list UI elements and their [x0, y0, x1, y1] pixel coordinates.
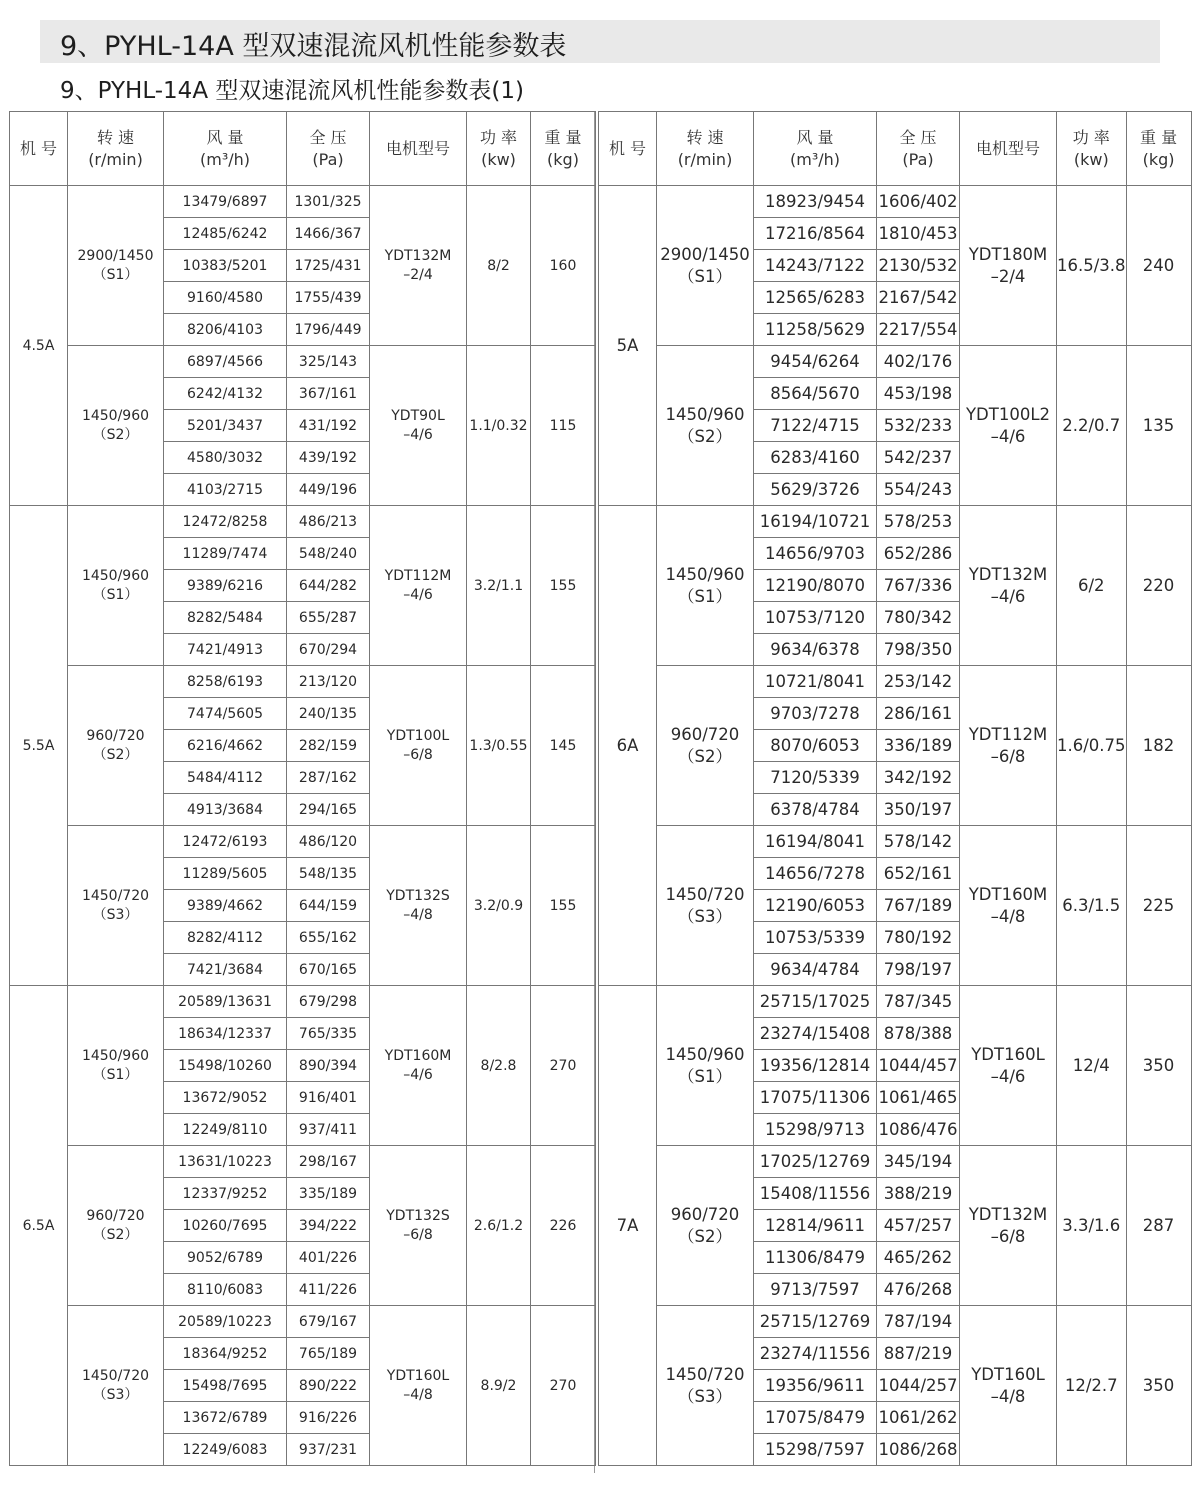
motor-cell: YDT160L –4/6 — [960, 986, 1057, 1146]
pressure-cell: 367/161 — [287, 378, 370, 410]
airflow-cell: 15498/10260 — [164, 1050, 287, 1082]
pressure-cell: 532/233 — [877, 410, 960, 442]
airflow-cell: 9389/6216 — [164, 570, 287, 602]
airflow-cell: 11258/5629 — [754, 314, 877, 346]
airflow-cell: 20589/10223 — [164, 1306, 287, 1338]
airflow-cell: 8282/5484 — [164, 602, 287, 634]
power-cell: 6/2 — [1057, 506, 1127, 666]
pressure-cell: 578/142 — [877, 826, 960, 858]
airflow-cell: 11306/8479 — [754, 1242, 877, 1274]
airflow-cell: 9634/4784 — [754, 954, 877, 986]
airflow-cell: 12814/9611 — [754, 1210, 877, 1242]
pressure-cell: 282/159 — [287, 730, 370, 762]
airflow-cell: 10260/7695 — [164, 1210, 287, 1242]
power-cell: 16.5/3.8 — [1057, 186, 1127, 346]
pressure-cell: 644/159 — [287, 890, 370, 922]
pressure-cell: 798/197 — [877, 954, 960, 986]
pressure-cell: 1606/402 — [877, 186, 960, 218]
airflow-cell: 4580/3032 — [164, 442, 287, 474]
pressure-cell: 767/336 — [877, 570, 960, 602]
power-cell: 1.6/0.75 — [1057, 666, 1127, 826]
motor-cell: YDT132M –4/6 — [960, 506, 1057, 666]
motor-cell: YDT100L –6/8 — [370, 666, 467, 826]
pressure-cell: 1061/465 — [877, 1082, 960, 1114]
airflow-cell: 10753/7120 — [754, 602, 877, 634]
motor-cell: YDT132M –2/4 — [370, 186, 467, 346]
speed-cell: 2900/1450 （S1） — [657, 186, 754, 346]
speed-cell: 960/720 （S2） — [657, 1146, 754, 1306]
airflow-cell: 15298/9713 — [754, 1114, 877, 1146]
table-subtitle: 9、PYHL-14A 型双速混流风机性能参数表(1) — [60, 78, 524, 104]
airflow-cell: 7120/5339 — [754, 762, 877, 794]
pressure-cell: 679/167 — [287, 1306, 370, 1338]
weight-cell: 240 — [1126, 186, 1191, 346]
header-row — [10, 112, 596, 186]
table-row — [10, 1146, 596, 1178]
weight-cell: 226 — [531, 1146, 596, 1306]
header-motor: 电机型号 — [960, 112, 1057, 186]
airflow-cell: 8206/4103 — [164, 314, 287, 346]
airflow-cell: 13631/10223 — [164, 1146, 287, 1178]
airflow-cell: 9634/6378 — [754, 634, 877, 666]
pressure-cell: 937/231 — [287, 1434, 370, 1466]
pressure-cell: 890/394 — [287, 1050, 370, 1082]
airflow-cell: 17075/11306 — [754, 1082, 877, 1114]
pressure-cell: 476/268 — [877, 1274, 960, 1306]
motor-cell: YDT160L –4/8 — [960, 1306, 1057, 1466]
power-cell: 1.1/0.32 — [467, 346, 531, 506]
weight-cell: 182 — [1126, 666, 1191, 826]
pressure-cell: 342/192 — [877, 762, 960, 794]
airflow-cell: 12249/8110 — [164, 1114, 287, 1146]
airflow-cell: 13672/9052 — [164, 1082, 287, 1114]
header-model: 机 号 — [10, 112, 68, 186]
airflow-cell: 12472/6193 — [164, 826, 287, 858]
airflow-cell: 13672/6789 — [164, 1402, 287, 1434]
motor-cell: YDT100L2 –4/6 — [960, 346, 1057, 506]
model-cell: 6A — [599, 506, 657, 986]
airflow-cell: 8258/6193 — [164, 666, 287, 698]
airflow-cell: 7421/4913 — [164, 634, 287, 666]
table-row — [599, 506, 1192, 538]
pressure-cell: 652/161 — [877, 858, 960, 890]
pressure-cell: 1755/439 — [287, 282, 370, 314]
speed-cell: 2900/1450 （S1） — [68, 186, 164, 346]
airflow-cell: 5629/3726 — [754, 474, 877, 506]
pressure-cell: 449/196 — [287, 474, 370, 506]
table-row — [599, 666, 1192, 698]
pressure-cell: 644/282 — [287, 570, 370, 602]
pressure-cell: 1796/449 — [287, 314, 370, 346]
airflow-cell: 19356/9611 — [754, 1370, 877, 1402]
pressure-cell: 486/213 — [287, 506, 370, 538]
power-cell: 12/2.7 — [1057, 1306, 1127, 1466]
pressure-cell: 1086/476 — [877, 1114, 960, 1146]
pressure-cell: 431/192 — [287, 410, 370, 442]
pressure-cell: 465/262 — [877, 1242, 960, 1274]
airflow-cell: 18634/12337 — [164, 1018, 287, 1050]
header-speed: 转 速 (r/min) — [657, 112, 754, 186]
airflow-cell: 7122/4715 — [754, 410, 877, 442]
pressure-cell: 439/192 — [287, 442, 370, 474]
pressure-cell: 937/411 — [287, 1114, 370, 1146]
power-cell: 8/2.8 — [467, 986, 531, 1146]
table-row — [599, 1306, 1192, 1338]
pressure-cell: 798/350 — [877, 634, 960, 666]
table-row — [599, 186, 1192, 218]
airflow-cell: 25715/12769 — [754, 1306, 877, 1338]
pressure-cell: 335/189 — [287, 1178, 370, 1210]
pressure-cell: 578/253 — [877, 506, 960, 538]
airflow-cell: 9052/6789 — [164, 1242, 287, 1274]
power-cell: 8.9/2 — [467, 1306, 531, 1466]
pressure-cell: 554/243 — [877, 474, 960, 506]
model-cell: 6.5A — [10, 986, 68, 1466]
motor-cell: YDT160M –4/8 — [960, 826, 1057, 986]
airflow-cell: 14656/9703 — [754, 538, 877, 570]
pressure-cell: 1061/262 — [877, 1402, 960, 1434]
airflow-cell: 16194/8041 — [754, 826, 877, 858]
header-pressure: 全 压 (Pa) — [287, 112, 370, 186]
motor-cell: YDT160M –4/6 — [370, 986, 467, 1146]
pressure-cell: 679/298 — [287, 986, 370, 1018]
pressure-cell: 1466/367 — [287, 218, 370, 250]
speed-cell: 1450/960 （S1） — [68, 986, 164, 1146]
table-row — [10, 1306, 596, 1338]
airflow-cell: 6378/4784 — [754, 794, 877, 826]
pressure-cell: 402/176 — [877, 346, 960, 378]
airflow-cell: 12485/6242 — [164, 218, 287, 250]
power-cell: 3.3/1.6 — [1057, 1146, 1127, 1306]
airflow-cell: 14243/7122 — [754, 250, 877, 282]
table-row — [599, 986, 1192, 1018]
pressure-cell: 655/162 — [287, 922, 370, 954]
airflow-cell: 14656/7278 — [754, 858, 877, 890]
weight-cell: 220 — [1126, 506, 1191, 666]
motor-cell: YDT90L –4/6 — [370, 346, 467, 506]
airflow-cell: 18364/9252 — [164, 1338, 287, 1370]
pressure-cell: 765/189 — [287, 1338, 370, 1370]
table-row — [10, 826, 596, 858]
weight-cell: 270 — [531, 1306, 596, 1466]
power-cell: 1.3/0.55 — [467, 666, 531, 826]
pressure-cell: 780/342 — [877, 602, 960, 634]
pressure-cell: 1725/431 — [287, 250, 370, 282]
weight-cell: 155 — [531, 826, 596, 986]
airflow-cell: 12337/9252 — [164, 1178, 287, 1210]
table-row — [599, 346, 1192, 378]
pressure-cell: 655/287 — [287, 602, 370, 634]
weight-cell: 135 — [1126, 346, 1191, 506]
airflow-cell: 12190/8070 — [754, 570, 877, 602]
model-cell: 7A — [599, 986, 657, 1466]
pressure-cell: 1044/257 — [877, 1370, 960, 1402]
header-weight: 重 量 (kg) — [531, 112, 596, 186]
pressure-cell: 394/222 — [287, 1210, 370, 1242]
pressure-cell: 670/165 — [287, 954, 370, 986]
pressure-cell: 457/257 — [877, 1210, 960, 1242]
model-cell: 4.5A — [10, 186, 68, 506]
motor-cell: YDT132S –4/8 — [370, 826, 467, 986]
pressure-cell: 916/401 — [287, 1082, 370, 1114]
airflow-cell: 15498/7695 — [164, 1370, 287, 1402]
airflow-cell: 18923/9454 — [754, 186, 877, 218]
airflow-cell: 10383/5201 — [164, 250, 287, 282]
airflow-cell: 7421/3684 — [164, 954, 287, 986]
motor-cell: YDT132M –6/8 — [960, 1146, 1057, 1306]
pressure-cell: 325/143 — [287, 346, 370, 378]
title-bar — [40, 20, 1160, 63]
table-row — [599, 826, 1192, 858]
power-cell: 2.2/0.7 — [1057, 346, 1127, 506]
airflow-cell: 23274/15408 — [754, 1018, 877, 1050]
pressure-cell: 253/142 — [877, 666, 960, 698]
speed-cell: 960/720 （S2） — [68, 1146, 164, 1306]
performance-table-right — [598, 111, 1192, 1466]
airflow-cell: 10753/5339 — [754, 922, 877, 954]
pressure-cell: 401/226 — [287, 1242, 370, 1274]
pressure-cell: 453/198 — [877, 378, 960, 410]
airflow-cell: 12249/6083 — [164, 1434, 287, 1466]
header-power: 功 率 (kw) — [467, 112, 531, 186]
pressure-cell: 765/335 — [287, 1018, 370, 1050]
airflow-cell: 7474/5605 — [164, 698, 287, 730]
weight-cell: 350 — [1126, 1306, 1191, 1466]
airflow-cell: 5484/4112 — [164, 762, 287, 794]
performance-table-left — [9, 111, 596, 1466]
motor-cell: YDT112M –6/8 — [960, 666, 1057, 826]
speed-cell: 1450/960 （S1） — [68, 506, 164, 666]
pressure-cell: 787/345 — [877, 986, 960, 1018]
header-speed: 转 速 (r/min) — [68, 112, 164, 186]
airflow-cell: 6897/4566 — [164, 346, 287, 378]
pressure-cell: 1301/325 — [287, 186, 370, 218]
table-body-left — [10, 186, 596, 1466]
table-row — [10, 986, 596, 1018]
power-cell: 6.3/1.5 — [1057, 826, 1127, 986]
pressure-cell: 350/197 — [877, 794, 960, 826]
airflow-cell: 17025/12769 — [754, 1146, 877, 1178]
motor-cell: YDT112M –4/6 — [370, 506, 467, 666]
airflow-cell: 8070/6053 — [754, 730, 877, 762]
airflow-cell: 10721/8041 — [754, 666, 877, 698]
speed-cell: 1450/960 （S1） — [657, 506, 754, 666]
airflow-cell: 16194/10721 — [754, 506, 877, 538]
speed-cell: 960/720 （S2） — [68, 666, 164, 826]
airflow-cell: 17216/8564 — [754, 218, 877, 250]
pressure-cell: 670/294 — [287, 634, 370, 666]
table-row — [10, 506, 596, 538]
page-title: 9、PYHL-14A 型双速混流风机性能参数表 — [60, 31, 567, 62]
speed-cell: 1450/720 （S3） — [68, 1306, 164, 1466]
table-row — [10, 346, 596, 378]
speed-cell: 1450/960 （S2） — [68, 346, 164, 506]
airflow-cell: 8564/5670 — [754, 378, 877, 410]
model-cell: 5A — [599, 186, 657, 506]
airflow-cell: 13479/6897 — [164, 186, 287, 218]
header-model: 机 号 — [599, 112, 657, 186]
power-cell: 3.2/1.1 — [467, 506, 531, 666]
speed-cell: 1450/720 （S3） — [657, 1306, 754, 1466]
airflow-cell: 15298/7597 — [754, 1434, 877, 1466]
pressure-cell: 1086/268 — [877, 1434, 960, 1466]
airflow-cell: 9713/7597 — [754, 1274, 877, 1306]
table-row — [599, 1146, 1192, 1178]
weight-cell: 350 — [1126, 986, 1191, 1146]
table-row — [10, 666, 596, 698]
header-airflow: 风 量 (m³/h) — [754, 112, 877, 186]
airflow-cell: 6242/4132 — [164, 378, 287, 410]
airflow-cell: 19356/12814 — [754, 1050, 877, 1082]
pressure-cell: 240/135 — [287, 698, 370, 730]
pressure-cell: 887/219 — [877, 1338, 960, 1370]
pressure-cell: 878/388 — [877, 1018, 960, 1050]
weight-cell: 145 — [531, 666, 596, 826]
pressure-cell: 548/240 — [287, 538, 370, 570]
weight-cell: 287 — [1126, 1146, 1191, 1306]
header-row — [599, 112, 1192, 186]
airflow-cell: 11289/5605 — [164, 858, 287, 890]
power-cell: 2.6/1.2 — [467, 1146, 531, 1306]
pressure-cell: 298/167 — [287, 1146, 370, 1178]
airflow-cell: 12472/8258 — [164, 506, 287, 538]
model-cell: 5.5A — [10, 506, 68, 986]
airflow-cell: 4103/2715 — [164, 474, 287, 506]
header-weight: 重 量 (kg) — [1126, 112, 1191, 186]
weight-cell: 115 — [531, 346, 596, 506]
pressure-cell: 2130/532 — [877, 250, 960, 282]
pressure-cell: 916/226 — [287, 1402, 370, 1434]
airflow-cell: 23274/11556 — [754, 1338, 877, 1370]
table-body-right — [599, 186, 1192, 1466]
pressure-cell: 767/189 — [877, 890, 960, 922]
speed-cell: 1450/960 （S1） — [657, 986, 754, 1146]
pressure-cell: 2167/542 — [877, 282, 960, 314]
airflow-cell: 12190/6053 — [754, 890, 877, 922]
pressure-cell: 287/162 — [287, 762, 370, 794]
pressure-cell: 213/120 — [287, 666, 370, 698]
airflow-cell: 6216/4662 — [164, 730, 287, 762]
airflow-cell: 6283/4160 — [754, 442, 877, 474]
pressure-cell: 286/161 — [877, 698, 960, 730]
airflow-cell: 11289/7474 — [164, 538, 287, 570]
pressure-cell: 548/135 — [287, 858, 370, 890]
power-cell: 8/2 — [467, 186, 531, 346]
table-row — [10, 186, 596, 218]
pressure-cell: 1810/453 — [877, 218, 960, 250]
motor-cell: YDT160L –4/8 — [370, 1306, 467, 1466]
header-pressure: 全 压 (Pa) — [877, 112, 960, 186]
header-power: 功 率 (kw) — [1057, 112, 1127, 186]
weight-cell: 160 — [531, 186, 596, 346]
pressure-cell: 1044/457 — [877, 1050, 960, 1082]
pressure-cell: 388/219 — [877, 1178, 960, 1210]
motor-cell: YDT132S –6/8 — [370, 1146, 467, 1306]
speed-cell: 960/720 （S2） — [657, 666, 754, 826]
power-cell: 12/4 — [1057, 986, 1127, 1146]
airflow-cell: 5201/3437 — [164, 410, 287, 442]
power-cell: 3.2/0.9 — [467, 826, 531, 986]
airflow-cell: 4913/3684 — [164, 794, 287, 826]
pressure-cell: 294/165 — [287, 794, 370, 826]
pressure-cell: 890/222 — [287, 1370, 370, 1402]
pressure-cell: 345/194 — [877, 1146, 960, 1178]
pressure-cell: 652/286 — [877, 538, 960, 570]
header-airflow: 风 量 (m³/h) — [164, 112, 287, 186]
airflow-cell: 20589/13631 — [164, 986, 287, 1018]
weight-cell: 225 — [1126, 826, 1191, 986]
weight-cell: 270 — [531, 986, 596, 1146]
airflow-cell: 12565/6283 — [754, 282, 877, 314]
header-motor: 电机型号 — [370, 112, 467, 186]
airflow-cell: 9454/6264 — [754, 346, 877, 378]
speed-cell: 1450/720 （S3） — [68, 826, 164, 986]
pressure-cell: 411/226 — [287, 1274, 370, 1306]
speed-cell: 1450/720 （S3） — [657, 826, 754, 986]
pressure-cell: 336/189 — [877, 730, 960, 762]
pressure-cell: 486/120 — [287, 826, 370, 858]
pressure-cell: 2217/554 — [877, 314, 960, 346]
airflow-cell: 8282/4112 — [164, 922, 287, 954]
pressure-cell: 542/237 — [877, 442, 960, 474]
pressure-cell: 780/192 — [877, 922, 960, 954]
pressure-cell: 787/194 — [877, 1306, 960, 1338]
airflow-cell: 25715/17025 — [754, 986, 877, 1018]
airflow-cell: 8110/6083 — [164, 1274, 287, 1306]
airflow-cell: 9160/4580 — [164, 282, 287, 314]
airflow-cell: 17075/8479 — [754, 1402, 877, 1434]
airflow-cell: 15408/11556 — [754, 1178, 877, 1210]
motor-cell: YDT180M –2/4 — [960, 186, 1057, 346]
airflow-cell: 9389/4662 — [164, 890, 287, 922]
airflow-cell: 9703/7278 — [754, 698, 877, 730]
weight-cell: 155 — [531, 506, 596, 666]
speed-cell: 1450/960 （S2） — [657, 346, 754, 506]
